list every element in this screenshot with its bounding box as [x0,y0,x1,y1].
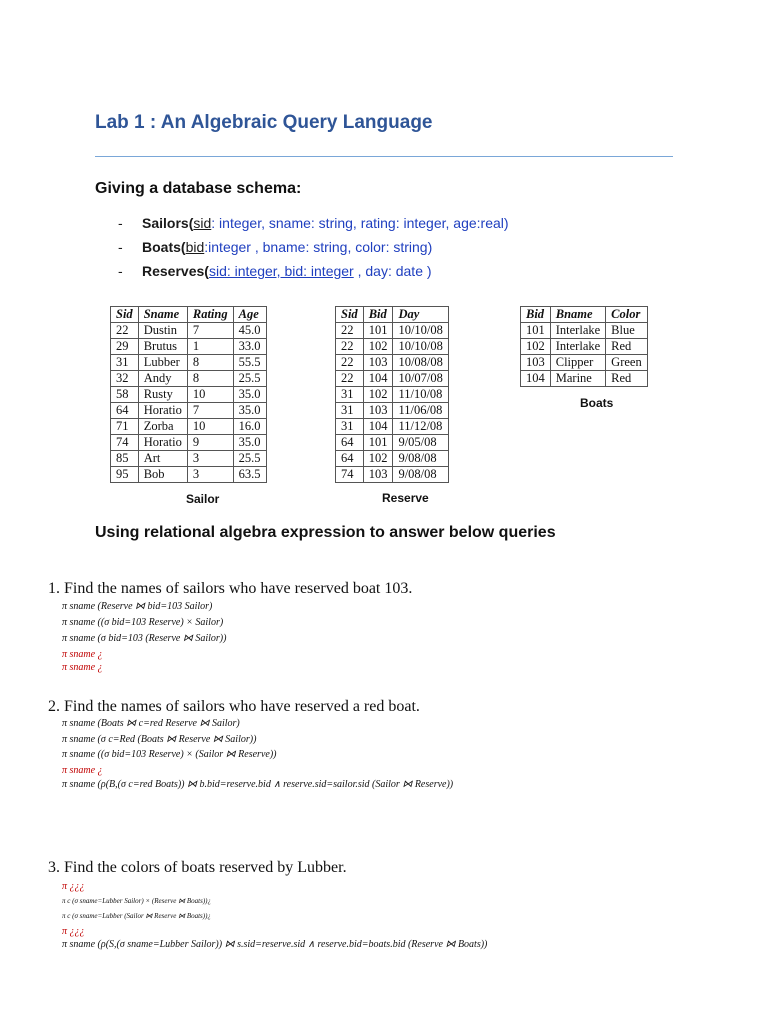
table-row [336,355,449,371]
table-cell: 35.0 [233,435,266,451]
table-row [336,467,449,483]
table-cell: 64 [336,451,364,467]
table-cell: 102 [521,339,551,355]
expression: π c (σ sname=Lubber (Sailor ⋈ Reserve ⋈ Boats))¿ [62,912,211,920]
expression: π sname ¿ [62,649,103,660]
expression: π sname (Boats ⋈ c=red Reserve ⋈ Sailor) [62,718,240,729]
table-cell: 104 [521,371,551,387]
column-header: Sname [138,307,187,323]
table-cell: 35.0 [233,403,266,419]
table-row [521,323,648,339]
expression: π sname (ρ(B,(σ c=red Boats)) ⋈ b.bid=reserve.bid ∧ reserve.sid=sailor.sid (Sailor ⋈ Reserve)) [62,779,454,790]
table-cell: 9/05/08 [393,435,448,451]
expression: π sname ((σ bid=103 Reserve) × Sailor) [62,617,224,628]
paren: ( [204,263,209,279]
table-cell: 102 [363,451,393,467]
table-cell: 71 [111,419,139,435]
sailor-caption: Sailor [186,492,220,506]
table-cell: 22 [336,323,364,339]
table-cell: 55.5 [233,355,266,371]
table-cell: Bob [138,467,187,483]
reserve-table-wrap [335,306,449,483]
table-cell: 58 [111,387,139,403]
table-cell: Clipper [550,355,605,371]
key-attr: sid: integer, bid: integer [208,263,354,279]
table-cell: 95 [111,467,139,483]
table-cell: 22 [336,355,364,371]
table-cell: 16.0 [233,419,266,435]
table-row [111,387,267,403]
column-header: Bid [521,307,551,323]
table-cell: 31 [336,419,364,435]
expression: π sname (Reserve ⋈ bid=103 Sailor) [62,601,213,612]
expression: π sname (σ c=Red (Boats ⋈ Reserve ⋈ Sailor)) [62,734,257,745]
table-row [111,371,267,387]
question-1: 1. Find the names of sailors who have reserved boat 103. [48,580,413,597]
table-row [111,339,267,355]
attr-list: :integer , bname: string, color: string) [204,239,433,255]
column-header: Bname [550,307,605,323]
boats-table [520,306,648,387]
question-3: 3. Find the colors of boats reserved by Lubber. [48,859,347,876]
table-cell: 102 [363,387,393,403]
table-cell: 11/10/08 [393,387,448,403]
column-header: Bid [363,307,393,323]
table-header-row [336,307,449,323]
table-cell: Interlake [550,339,605,355]
paren: ( [180,239,186,255]
expression: π sname (σ bid=103 (Reserve ⋈ Sailor)) [62,633,227,644]
relation-name: Sailors [142,215,189,231]
algebra-heading: Using relational algebra expression to answer below queries [95,524,556,541]
table-cell: 45.0 [233,323,266,339]
table-header-row [521,307,648,323]
table-cell: 101 [363,435,393,451]
relation-name: Reserves [142,263,205,279]
table-row [521,371,648,387]
table-cell: Brutus [138,339,187,355]
column-header: Age [233,307,266,323]
table-cell: 1 [187,339,233,355]
table-cell: 8 [187,371,233,387]
column-header: Sid [111,307,139,323]
expression: π sname ((σ bid=103 Reserve) × (Sailor ⋈ Reserve)) [62,749,277,760]
table-row [336,435,449,451]
table-row [336,451,449,467]
column-header: Day [393,307,448,323]
table-cell: 25.5 [233,371,266,387]
table-cell: 8 [187,355,233,371]
column-header: Color [606,307,648,323]
key-attr: bid [185,239,205,255]
table-cell: 102 [363,339,393,355]
table-cell: 10/08/08 [393,355,448,371]
table-cell: 64 [336,435,364,451]
key-attr: sid [193,215,212,231]
table-cell: 104 [363,371,393,387]
table-cell: 10/10/08 [393,339,448,355]
table-cell: 3 [187,467,233,483]
table-cell: 104 [363,419,393,435]
table-row [111,355,267,371]
schema-heading: Giving a database schema: [95,180,302,197]
sailor-table [110,306,267,483]
table-cell: 10 [187,387,233,403]
table-cell: 103 [363,355,393,371]
column-header: Rating [187,307,233,323]
table-row [336,403,449,419]
table-cell: 9/08/08 [393,467,448,483]
table-cell: Horatio [138,435,187,451]
table-row [336,371,449,387]
table-cell: 11/06/08 [393,403,448,419]
table-cell: 103 [521,355,551,371]
title-divider [95,156,673,157]
table-row [336,339,449,355]
table-row [336,419,449,435]
table-cell: 10 [187,419,233,435]
table-row [111,403,267,419]
table-row [111,467,267,483]
table-cell: 32 [111,371,139,387]
table-cell: Marine [550,371,605,387]
table-cell: 31 [336,387,364,403]
table-cell: 11/12/08 [393,419,448,435]
table-cell: 7 [187,403,233,419]
table-cell: Blue [606,323,648,339]
expression: π ¿¿¿ [62,881,85,892]
table-cell: 22 [336,339,364,355]
table-cell: 9/08/08 [393,451,448,467]
boats-caption: Boats [580,396,614,410]
expression: π sname ¿ [62,662,103,673]
table-cell: Green [606,355,648,371]
table-row [521,339,648,355]
table-cell: 10/10/08 [393,323,448,339]
table-cell: 33.0 [233,339,266,355]
table-row [111,451,267,467]
expression: π sname ¿ [62,765,103,776]
boats-table-wrap [520,306,648,387]
reserve-caption: Reserve [382,491,429,505]
table-cell: 22 [336,371,364,387]
table-cell: 9 [187,435,233,451]
table-cell: 74 [336,467,364,483]
column-header: Sid [336,307,364,323]
expression: π c (σ sname=Lubber Sailor) × (Reserve ⋈ Boats))¿ [62,897,211,905]
table-row [336,387,449,403]
table-cell: 63.5 [233,467,266,483]
table-cell: 103 [363,403,393,419]
table-cell: 22 [111,323,139,339]
table-cell: Art [138,451,187,467]
table-row [111,435,267,451]
table-cell: Red [606,371,648,387]
reserve-table [335,306,449,483]
table-cell: 64 [111,403,139,419]
table-cell: 74 [111,435,139,451]
paren: ( [188,215,194,231]
sailor-table-wrap [110,306,267,483]
table-cell: 103 [363,467,393,483]
attr-list: : integer, sname: string, rating: integer, age:real) [211,215,509,231]
table-cell: 25.5 [233,451,266,467]
table-cell: Andy [138,371,187,387]
table-row [111,419,267,435]
table-cell: 85 [111,451,139,467]
table-cell: Rusty [138,387,187,403]
schema-sailors: - Sailors(sid: integer, sname: string, rating: integer, age:real) [118,215,509,231]
table-cell: Red [606,339,648,355]
table-cell: 3 [187,451,233,467]
schema-reserves: - Reserves(sid: integer, bid: integer , day: date ) [118,263,432,279]
table-row [521,355,648,371]
expression: π sname (ρ(S,(σ sname=Lubber Sailor)) ⋈ s.sid=reserve.sid ∧ reserve.bid=boats.bid (Reserve ⋈ Boats)) [62,939,488,950]
schema-boats: - Boats(bid:integer , bname: string, color: string) [118,239,433,255]
expression: π ¿¿¿ [62,926,85,937]
table-cell: 10/07/08 [393,371,448,387]
table-cell: 35.0 [233,387,266,403]
table-cell: 101 [363,323,393,339]
attr-list: , day: date ) [353,263,432,279]
table-cell: Interlake [550,323,605,339]
table-cell: 31 [111,355,139,371]
table-cell: Dustin [138,323,187,339]
table-cell: 29 [111,339,139,355]
table-cell: 101 [521,323,551,339]
table-row [336,323,449,339]
table-row [111,323,267,339]
table-header-row [111,307,267,323]
question-2: 2. Find the names of sailors who have reserved a red boat. [48,698,420,715]
table-cell: Horatio [138,403,187,419]
table-cell: 31 [336,403,364,419]
page-title: Lab 1 : An Algebraic Query Language [95,112,433,133]
relation-name: Boats [142,239,181,255]
table-cell: Zorba [138,419,187,435]
table-cell: 7 [187,323,233,339]
table-cell: Lubber [138,355,187,371]
